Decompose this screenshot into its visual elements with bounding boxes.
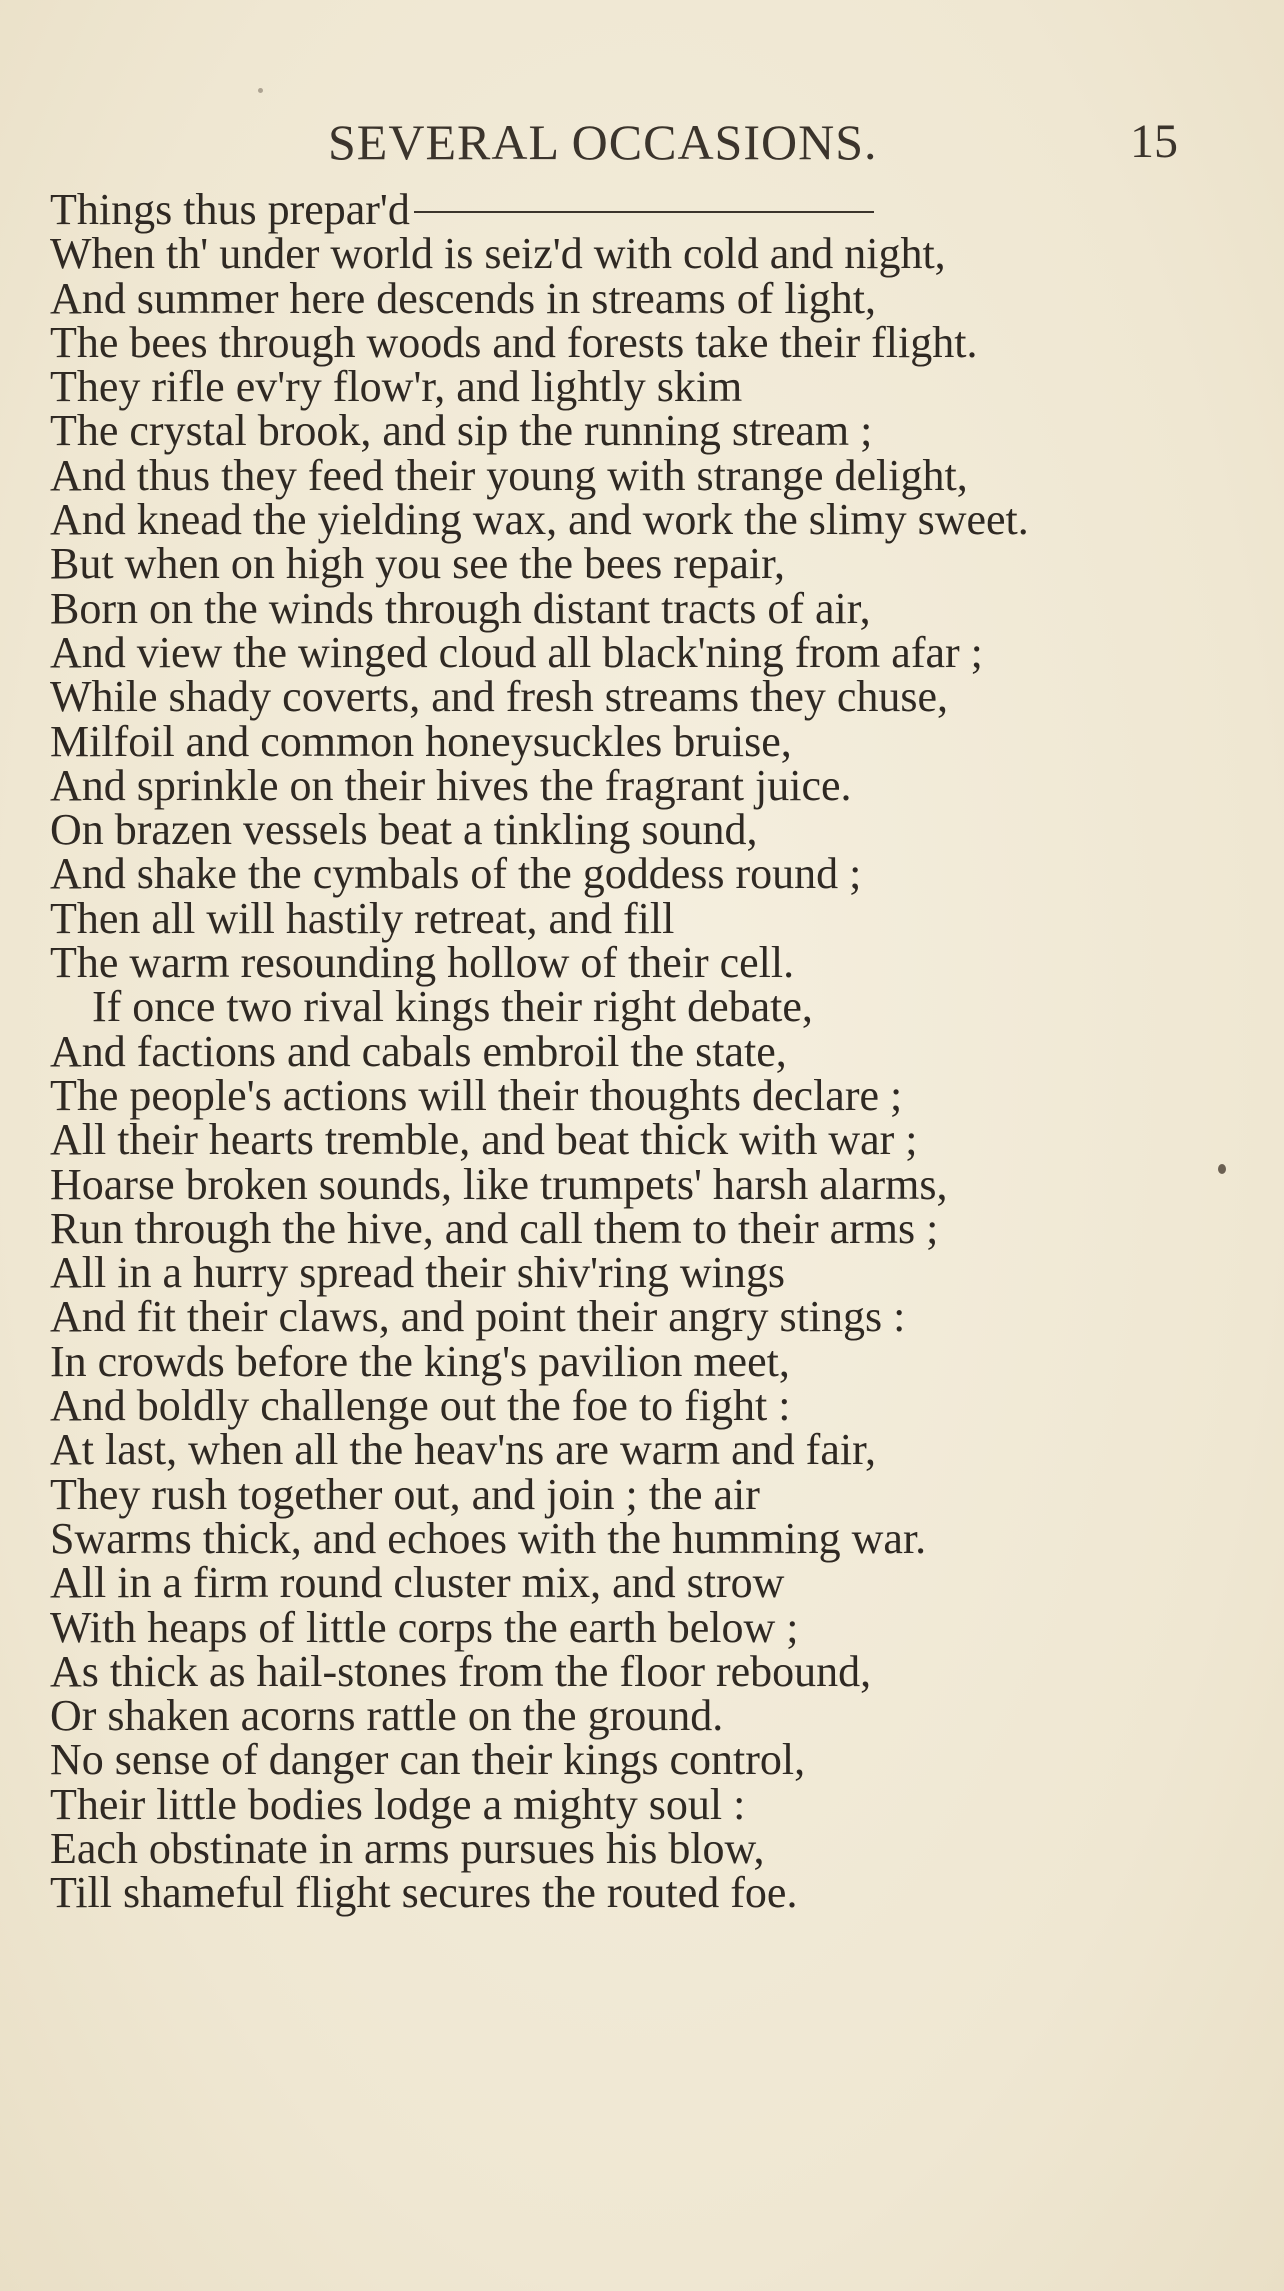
poem-line: All their hearts tremble, and beat thick with war ; — [50, 1115, 918, 1165]
page-number: 15 — [1130, 115, 1178, 168]
poem-line: And sprinkle on their hives the fragrant juice. — [50, 760, 852, 810]
poem-line: And view the winged cloud all black'ning from afar ; — [50, 627, 983, 677]
poem-text — [50, 185, 1250, 1918]
poem-line: Till shameful flight secures the routed foe. — [50, 1868, 798, 1918]
poem-line: And shake the cymbals of the goddess round ; — [50, 849, 862, 899]
poem-line: And fit their claws, and point their angry stings : — [50, 1292, 906, 1342]
poem-line: The crystal brook, and sip the running stream ; — [50, 406, 873, 456]
poem-line: Swarms thick, and echoes with the humming war. — [50, 1513, 927, 1563]
poem-line: Each obstinate in arms pursues his blow, — [50, 1823, 765, 1873]
poem-line: All in a firm round cluster mix, and strow — [50, 1558, 785, 1608]
poem-line: On brazen vessels beat a tinkling sound, — [50, 805, 758, 855]
poem-line: And boldly challenge out the foe to fight : — [50, 1381, 791, 1431]
poem-line: But when on high you see the bees repair, — [50, 539, 786, 589]
poem-line-text: Things thus prepar'd — [50, 185, 410, 234]
poem-line: And factions and cabals embroil the state, — [50, 1026, 787, 1076]
poem-line: All in a hurry spread their shiv'ring wings — [50, 1248, 786, 1298]
poem-line: At last, when all the heav'ns are warm and fair, — [50, 1425, 876, 1475]
poem-line: And thus they feed their young with strange delight, — [50, 450, 968, 500]
poem-line: Hoarse broken sounds, like trumpets' harsh alarms, — [50, 1159, 948, 1209]
dash-rule — [414, 211, 874, 213]
page-header — [0, 112, 1284, 172]
poem-line: The people's actions will their thoughts declare ; — [50, 1070, 903, 1120]
poem-line: Their little bodies lodge a mighty soul : — [50, 1779, 746, 1829]
poem-line: They rush together out, and join ; the air — [50, 1469, 760, 1519]
poem-line: The warm resounding hollow of their cell. — [50, 938, 795, 988]
poem-line: The bees through woods and forests take their flight. — [50, 317, 978, 367]
ink-speck — [258, 88, 263, 93]
poem-line: And summer here descends in streams of light, — [50, 273, 877, 323]
poem-line: Or shaken acorns rattle on the ground. — [50, 1691, 724, 1741]
ink-speck — [1218, 1164, 1226, 1174]
poem-line: And knead the yielding wax, and work the slimy sweet. — [50, 495, 1029, 545]
poem-line: With heaps of little corps the earth below ; — [50, 1602, 799, 1652]
poem-line: Run through the hive, and call them to their arms ; — [50, 1203, 939, 1253]
poem-line: While shady coverts, and fresh streams they chuse, — [50, 672, 949, 722]
poem-line: If once two rival kings their right debate, — [92, 982, 813, 1032]
poem-line: Then all will hastily retreat, and fill — [50, 893, 675, 943]
poem-line: No sense of danger can their kings control, — [50, 1735, 806, 1785]
poem-line: In crowds before the king's pavilion meet, — [50, 1336, 790, 1386]
poem-line: As thick as hail-stones from the floor rebound, — [50, 1646, 872, 1696]
running-head: SEVERAL OCCASIONS. — [328, 114, 878, 170]
poem-line: Milfoil and common honeysuckles bruise, — [50, 716, 792, 766]
poem-line — [50, 185, 1250, 234]
poem-line: Born on the winds through distant tracts of air, — [50, 583, 871, 633]
poem-line: They rifle ev'ry flow'r, and lightly skim — [50, 362, 743, 412]
poem-line: When th' under world is seiz'd with cold and night, — [50, 229, 946, 279]
